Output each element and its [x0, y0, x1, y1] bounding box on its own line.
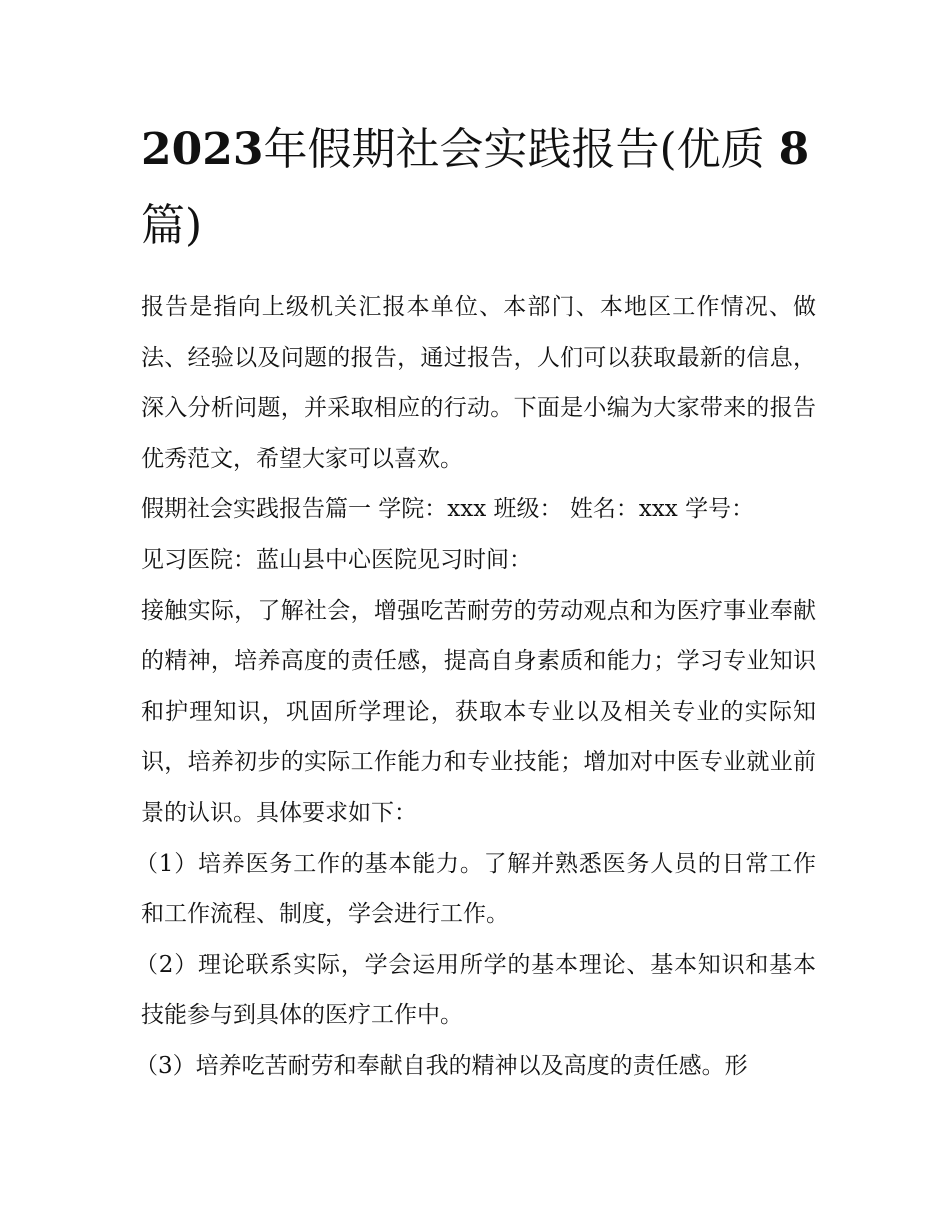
document-content — [135, 112, 816, 1092]
section-header-line: 假期社会实践报告篇一 学院：xxx 班级： 姓名：xxx 学号： — [141, 496, 755, 523]
document-title — [141, 112, 816, 264]
requirement-item-1: （1）培养医务工作的基本能力。了解并熟悉医务人员的日常工作和工作流程、制度，学会进行工作。 — [135, 850, 816, 928]
title-main-text: 年假期社会实践报告(优质 — [263, 124, 765, 175]
title-count: 8 — [778, 124, 810, 175]
title-end-text: 篇) — [141, 200, 203, 251]
title-year: 2023 — [141, 124, 264, 175]
requirement-item-2: （2）理论联系实际，学会运用所学的基本理论、基本知识和基本技能参与到具体的医疗工作中。 — [135, 951, 816, 1029]
document-body — [135, 282, 816, 1092]
hospital-line: 见习医院：蓝山县中心医院见习时间： — [141, 546, 532, 573]
intro-paragraph: 报告是指向上级机关汇报本单位、本部门、本地区工作情况、做法、经验以及问题的报告，通过报告，人们可以获取最新的信息，深入分析问题，并采取相应的行动。下面是小编为大家带来的报告优秀范文，希望大家可以喜欢。 — [141, 294, 816, 472]
purpose-paragraph: 接触实际，了解社会，增强吃苦耐劳的劳动观点和为医疗事业奉献的精神，培养高度的责任感，提高自身素质和能力；学习专业知识和护理知识，巩固所学理论，获取本专业以及相关专业的实际知识，培养初步的实际工作能力和专业技能；增加对中医专业就业前景的认识。具体要求如下： — [141, 597, 816, 826]
requirement-item-3: （3）培养吃苦耐劳和奉献自我的精神以及高度的责任感。形 — [135, 1052, 748, 1079]
